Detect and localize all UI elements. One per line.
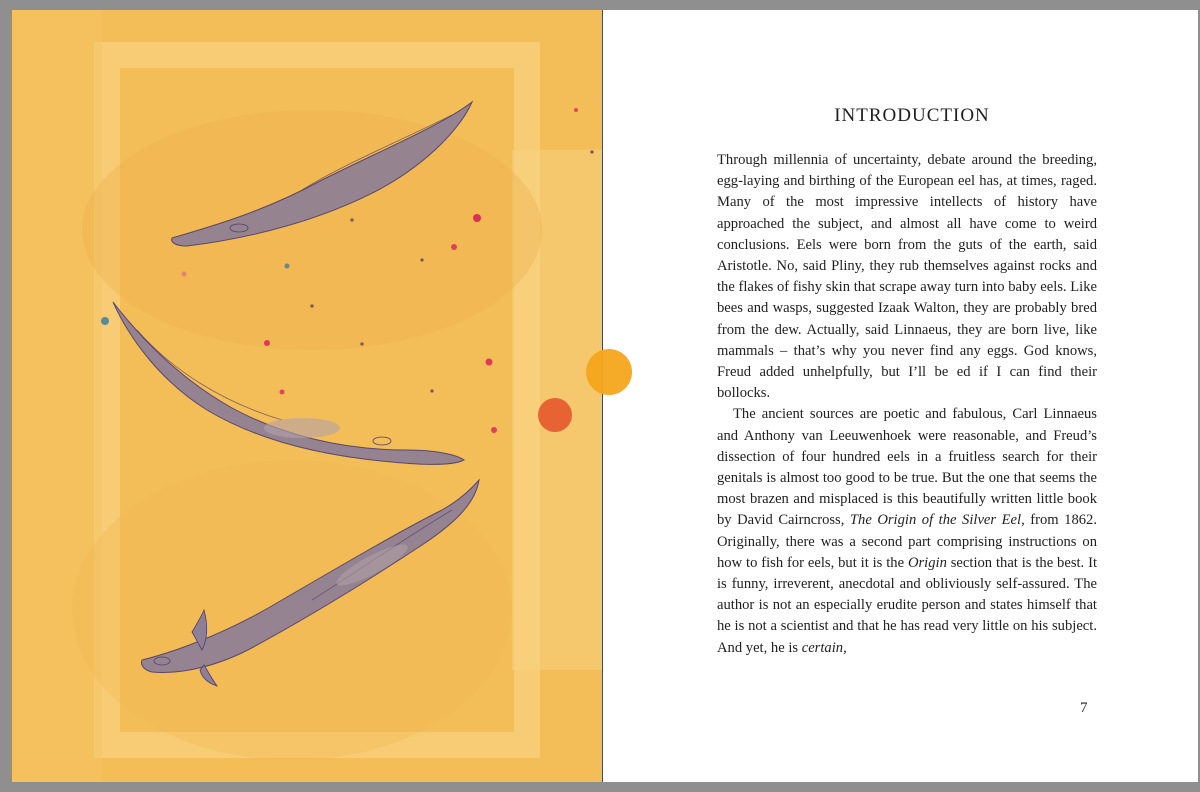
certain-italic: certain (801, 639, 844, 656)
yellow-paint-splash (586, 349, 632, 395)
body-text (717, 150, 1097, 659)
eel-watercolor-illustration (12, 10, 602, 782)
red-paint-splash (538, 398, 572, 432)
paragraph-2-part-1: The ancient sources are poetic and fabulous, Carl Linnaeus and Anthony van Leeuwenhoek were reasonable, and Freud’s dissection of four hundred eels in a fruitless search for their genitals is almost too good to be true. But the one that seems the most brazen and misplaced is this beautifully written little book by David Cairncross, (717, 406, 1097, 529)
paragraph-2-part-3: section that is the best. It is funny, irreverent, anecdotal and obliviously self-assured. The author is not an especially erudite person and states himself that he is not a scientist and that he has read very little on his subject. And yet, he is (717, 554, 1097, 656)
paragraph-2-part-2: , from 1862. Originally, there was a second part comprising instructions on how to fish for eels, but it is the (717, 512, 1097, 571)
illustration-page (12, 10, 602, 782)
page-number: 7 (1080, 700, 1088, 716)
chapter-heading: INTRODUCTION (834, 105, 990, 126)
paragraph-1: Through millennia of uncertainty, debate around the breeding, egg-laying and birthing of the European eel has, at times, raged. Many of the most impressive intellects of history have approached the subject, and almost all have come to weird conclusions. Eels were born from the guts of the earth, said Aristotle. No, said Pliny, they rub themselves against rocks and the flakes of fishy skin that scrape away turn into baby eels. Like bees and wasps, suggested Izaak Walton, they are probably bred from the dew. Actually, said Linnaeus, they are born live, like mammals – that’s why you never find any eggs. God knows, Freud added unhelpfully, but I’ll be ed if I can find their bollocks. (717, 152, 1097, 402)
origin-italic: Origin (907, 554, 947, 571)
paragraph-2 (717, 404, 1097, 658)
book-title-italic: The Origin of the Silver Eel (849, 512, 1022, 529)
paragraph-2-part-4: , (843, 639, 847, 656)
